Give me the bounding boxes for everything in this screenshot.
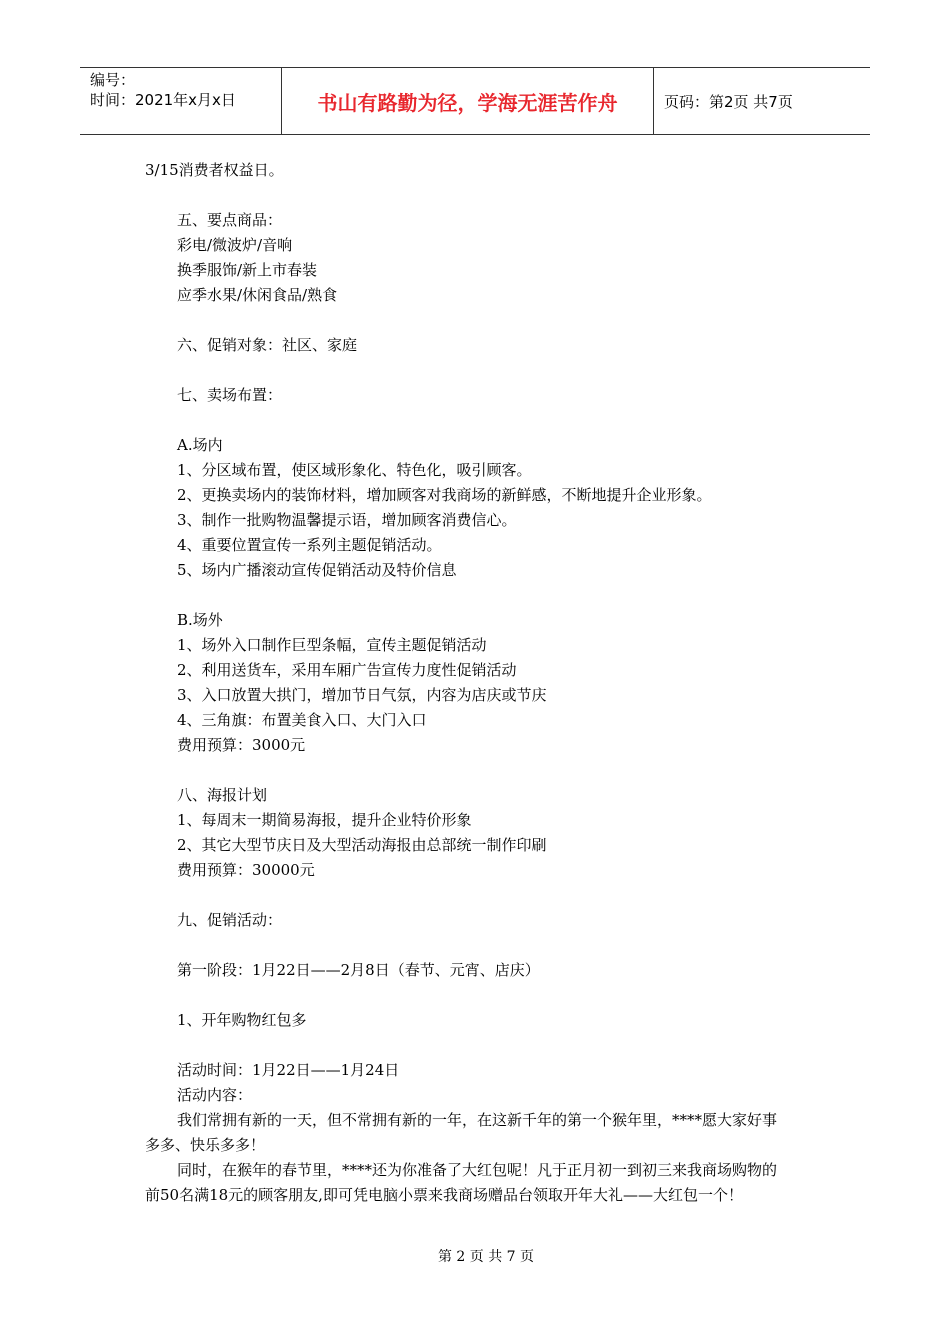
list-item: 1、每周末一期简易海报，提升企业特价形象 <box>177 811 472 829</box>
text-line: 3/15消费者权益日。 <box>145 161 284 179</box>
budget-line: 费用预算：3000元 <box>177 736 306 754</box>
section-heading: 六、促销对象：社区、家庭 <box>177 336 358 354</box>
subsection-heading: A.场内 <box>177 436 223 454</box>
budget-line: 费用预算：30000元 <box>177 861 315 879</box>
phase-heading: 第一阶段：1月22日——2月8日（春节、元宵、店庆） <box>177 961 540 979</box>
list-item: 2、其它大型节庆日及大型活动海报由总部统一制作印刷 <box>177 836 547 854</box>
text-line: 应季水果/休闲食品/熟食 <box>177 286 338 304</box>
paragraph: 我们常拥有新的一天，但不常拥有新的一年，在这新千年的第一个猴年里，****愿大家好事多多、快乐多多！ <box>145 1111 778 1154</box>
text-line: 彩电/微波炉/音响 <box>177 236 293 254</box>
subsection-heading: B.场外 <box>177 611 223 629</box>
section-heading: 八、海报计划 <box>177 786 268 804</box>
text-line: 换季服饰/新上市春装 <box>177 261 318 279</box>
page-header <box>80 67 870 135</box>
activity-content-label: 活动内容： <box>177 1086 253 1104</box>
section-heading: 九、促销活动： <box>177 911 283 929</box>
section-heading: 五、要点商品： <box>177 211 283 229</box>
document-date: 时间：2021年x月x日 <box>90 91 236 109</box>
list-item: 3、入口放置大拱门，增加节日气氛，内容为店庆或节庆 <box>177 686 547 704</box>
list-item: 1、分区域布置，使区域形象化、特色化，吸引顾客。 <box>177 461 532 479</box>
header-meta <box>80 68 282 134</box>
list-item: 3、制作一批购物温馨提示语，增加顾客消费信心。 <box>177 511 517 529</box>
list-item: 1、场外入口制作巨型条幅，宣传主题促销活动 <box>177 636 487 654</box>
list-item: 5、场内广播滚动宣传促销活动及特价信息 <box>177 561 457 579</box>
document-number-label: 编号： <box>90 71 136 89</box>
list-item: 2、更换卖场内的装饰材料，增加顾客对我商场的新鲜感，不断地提升企业形象。 <box>177 486 712 504</box>
page-footer: 第 2 页 共 7 页 <box>437 1249 535 1265</box>
header-page-info: 页码：第2页 共7页 <box>664 92 793 111</box>
document-body <box>145 158 785 1208</box>
activity-time: 活动时间：1月22日——1月24日 <box>177 1061 400 1079</box>
list-item: 2、利用送货车，采用车厢广告宣传力度性促销活动 <box>177 661 517 679</box>
header-motto: 书山有路勤为径，学海无涯苦作舟 <box>282 68 654 134</box>
activity-title: 1、开年购物红包多 <box>177 1011 307 1029</box>
list-item: 4、三角旗：布置美食入口、大门入口 <box>177 711 427 729</box>
list-item: 4、重要位置宣传一系列主题促销活动。 <box>177 536 442 554</box>
section-heading: 七、卖场布置： <box>177 386 283 404</box>
paragraph: 同时，在猴年的春节里，****还为你准备了大红包呢！凡于正月初一到初三来我商场购物的前50名满18元的顾客朋友,即可凭电脑小票来我商场赠品台领取开年大礼——大红包一个！ <box>145 1161 778 1204</box>
